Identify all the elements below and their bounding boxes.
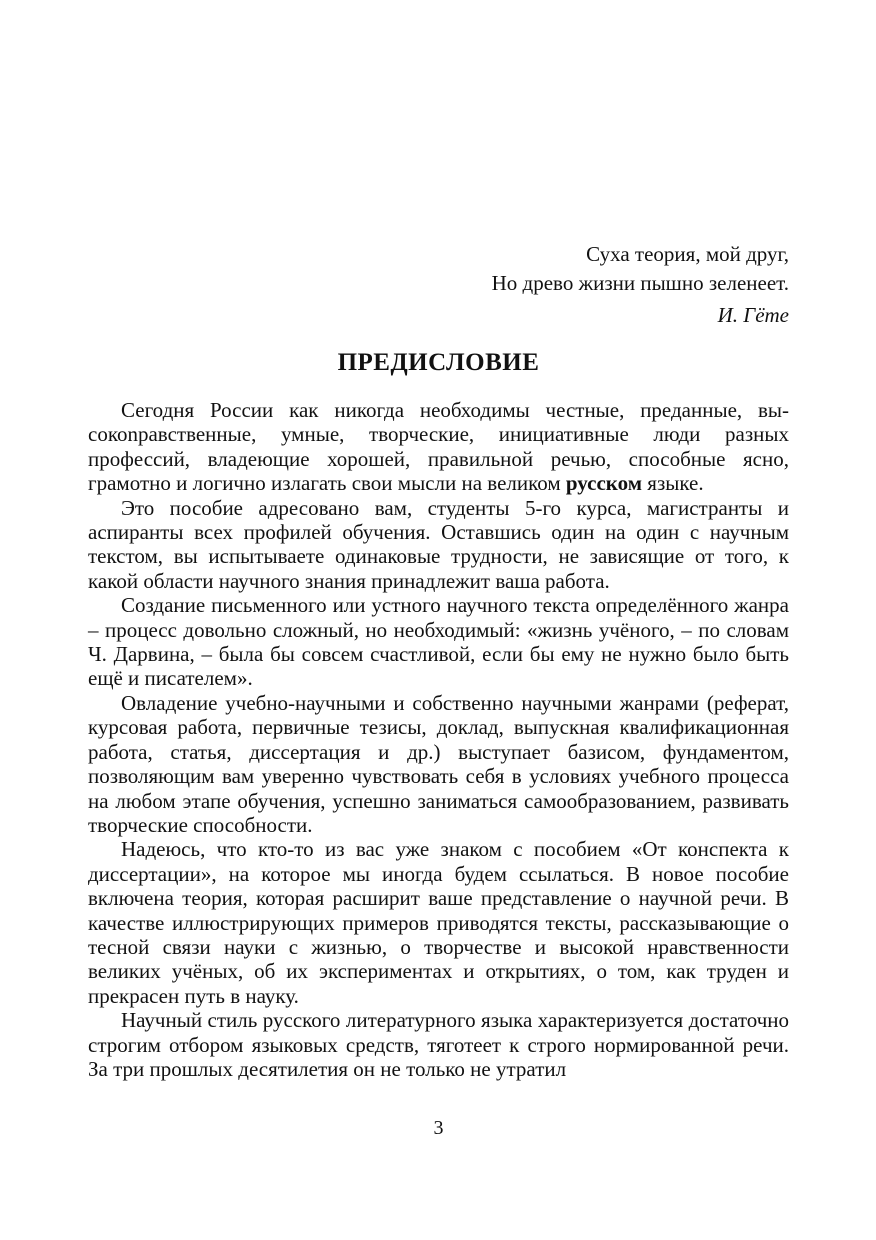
document-page: [88, 0, 789, 1240]
paragraph-1-text-start: Сегодня России как никогда необходимы честные, преданные, высокоnравственные, умные, творческие, инициативные люди разных профессий, владеющие хорошей, правильной речью, способные ясно, грамотно и логично излагать свои мысли на великом: [88, 398, 789, 496]
page-title: ПРЕДИСЛОВИЕ: [337, 349, 540, 376]
paragraph-1: [88, 398, 789, 496]
epigraph-line-1: Суха теория, мой друг,: [586, 242, 789, 266]
body-text: [88, 398, 789, 1081]
paragraph-5: Надеюсь, что кто-то из вас уже знаком с пособием «От конспекта к диссертации», на которое мы иногда будем ссылаться. В новое пособие включена теория, которая расширит ваше представление о научной речи. В качестве иллюстрирующих примеров приводятся тексты, рассказывающие о тесной связи науки с жизнью, о творчестве и высокой нравственности великих учёных, об их экспериментах и открытиях, о том, как труден и прекрасен путь в науку.: [88, 837, 789, 1008]
paragraph-1-text-end: языке.: [642, 471, 704, 496]
epigraph-author: И. Гёте: [717, 303, 789, 327]
paragraph-6: Научный стиль русского литературного языка характеризуется достаточно строгим отбором языковых средств, тяготеет к строго нормированной речи. За три прошлых десятилетия он не только не утратил: [88, 1008, 789, 1081]
paragraph-2: Это пособие адресовано вам, студенты 5-го курса, магистранты и аспиранты всех профилей обучения. Оставшись один на один с научным текстом, вы испытываете одинаковые трудности, не зависящие от того, к какой области научного знания принадлежит ваша работа.: [88, 495, 789, 593]
paragraph-4: Овладение учебно-научными и собственно научными жанрами (реферат, курсовая работа, первичные тезисы, доклад, выпускная квалификационная работа, статья, диссертация и др.) выступает базисом, фундаментом, позволяющим вам уверенно чувствовать себя в условиях учебного процесса на любом этапе обучения, успешно заниматься самообразованием, развивать творческие способности.: [88, 690, 789, 837]
paragraph-3: Создание письменного или устного научного текста определённого жанра – процесс довольно сложный, но необходимый: «жизнь учёного, – по словам Ч. Дарвина, – была бы совсем счастливой, если бы ему не нужно было быть ещё и писателем».: [88, 593, 789, 691]
epigraph-line-2: Но древо жизни пышно зеленеет.: [491, 271, 789, 295]
page-number: 3: [433, 1117, 444, 1139]
paragraph-1-bold-word: русском: [565, 471, 643, 496]
epigraph: [492, 240, 789, 330]
